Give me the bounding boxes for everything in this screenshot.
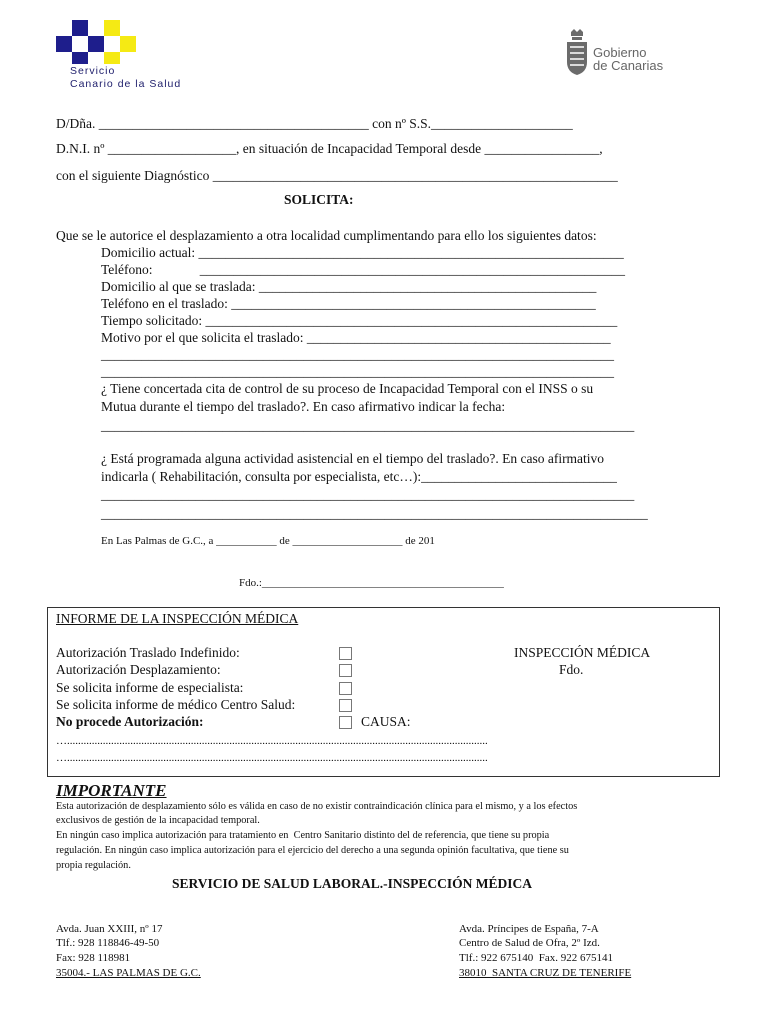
checkbox-health-center-report[interactable] bbox=[339, 699, 352, 712]
option-health-center-report: Se solicita informe de médico Centro Salud: bbox=[56, 697, 296, 712]
inspection-signature-title: INSPECCIÓN MÉDICA bbox=[514, 645, 651, 660]
coat-of-arms-icon bbox=[565, 28, 589, 76]
option-specialist-report: Se solicita informe de especialista: bbox=[56, 680, 244, 695]
option-displacement: Autorización Desplazamiento: bbox=[56, 662, 221, 677]
request-intro: Que se le autorice el desplazamiento a otra localidad cumplimentando para ello los siguientes datos: bbox=[56, 228, 597, 243]
dni-line[interactable]: D.N.I. nº ___________________, en situación de Incapacidad Temporal desde _________________, bbox=[56, 141, 603, 156]
field-destination-phone[interactable]: Teléfono en el traslado: ______________________________________________________ bbox=[101, 296, 596, 311]
service-footer-title: SERVICIO DE SALUD LABORAL.-INSPECCIÓN MÉDICA bbox=[172, 876, 532, 891]
address-lp-line: Tlf.: 928 118846-49-50 bbox=[56, 937, 160, 949]
field-destination-address[interactable]: Domicilio al que se traslada: __________________________________________________ bbox=[101, 279, 597, 294]
logo-square-blue-3 bbox=[88, 36, 104, 52]
option-indefinite-transfer: Autorización Traslado Indefinido: bbox=[56, 645, 240, 660]
ssc-logo bbox=[56, 18, 196, 90]
field-time-requested[interactable]: Tiempo solicitado: _____________________________________________________________ bbox=[101, 313, 618, 328]
ssc-name-line2: Canario de la Salud bbox=[70, 78, 182, 90]
causa-dotted-line[interactable]: …......................................................................................................................................................... bbox=[56, 735, 488, 747]
important-text-line: Esta autorización de desplazamiento sólo es válida en caso de no existir contraindicación clínica para el mismo, y a los efectos bbox=[56, 801, 578, 812]
question-2-line2[interactable]: indicarla ( Rehabilitación, consulta por especialista, etc…):_____________________________ bbox=[101, 469, 617, 484]
logo-square-yellow-2 bbox=[120, 36, 136, 52]
address-tf-city: 38010 SANTA CRUZ DE TENERIFE bbox=[459, 967, 632, 979]
field-current-address[interactable]: Domicilio actual: _______________________________________________________________ bbox=[101, 245, 624, 260]
address-tf-line: Centro de Salud de Ofra, 2º Izd. bbox=[459, 937, 600, 949]
logo-square-blue-2 bbox=[56, 36, 72, 52]
gob-name-line1: Gobierno bbox=[593, 45, 647, 60]
option-not-authorized: No procede Autorización: bbox=[56, 714, 204, 729]
place-date-line[interactable]: En Las Palmas de G.C., a ___________ de ____________________ de 201 bbox=[101, 535, 435, 547]
logo-square-blue-4 bbox=[72, 52, 88, 64]
checkbox-displacement[interactable] bbox=[339, 664, 352, 677]
logo-square-blue-1 bbox=[72, 20, 88, 36]
question-2-answer[interactable]: _________________________________________________________________________________ bbox=[101, 506, 648, 521]
solicita-heading: SOLICITA: bbox=[284, 192, 354, 207]
gob-name-line2: de Canarias bbox=[593, 58, 664, 73]
address-tf-line: Tlf.: 922 675140 Fax. 922 675141 bbox=[459, 952, 613, 964]
causa-label: CAUSA: bbox=[361, 714, 411, 729]
address-lp-line: Avda. Juan XXIII, nº 17 bbox=[56, 923, 163, 935]
ssc-logo-mark bbox=[56, 18, 136, 64]
causa-dotted-line[interactable]: …......................................................................................................................................................... bbox=[56, 752, 488, 764]
question-2-answer[interactable]: _______________________________________________________________________________ bbox=[101, 487, 635, 502]
logo-square-yellow-3 bbox=[104, 52, 120, 64]
field-phone[interactable]: Teléfono: _______________________________________________________________ bbox=[101, 262, 626, 277]
question-1-answer[interactable]: _______________________________________________________________________________ bbox=[101, 418, 635, 433]
blank-line[interactable]: ____________________________________________________________________________ bbox=[101, 347, 614, 362]
checkbox-indefinite-transfer[interactable] bbox=[339, 647, 352, 660]
question-1-line2: Mutua durante el tiempo del traslado?. En caso afirmativo indicar la fecha: bbox=[101, 399, 506, 414]
important-text-line: En ningún caso implica autorización para tratamiento en Centro Sanitario distinto del de referencia, que tiene su propia bbox=[56, 830, 550, 841]
question-2-line1: ¿ Está programada alguna actividad asistencial en el tiempo del traslado?. En caso afirmativo bbox=[101, 451, 605, 466]
address-lp-line: Fax: 928 118981 bbox=[56, 952, 131, 964]
applicant-name-line[interactable]: D/Dña. ________________________________________ con nº S.S._____________________ bbox=[56, 116, 573, 131]
blank-line[interactable]: ____________________________________________________________________________ bbox=[101, 364, 614, 379]
question-1-line1: ¿ Tiene concertada cita de control de su proceso de Incapacidad Temporal con el INSS o su bbox=[101, 381, 594, 396]
diagnosis-line[interactable]: con el siguiente Diagnóstico ____________________________________________________________ bbox=[56, 168, 618, 183]
field-reason[interactable]: Motivo por el que solicita el traslado: _____________________________________________ bbox=[101, 330, 611, 345]
address-tf-line: Avda. Príncipes de España, 7-A bbox=[459, 923, 599, 935]
important-text-line: regulación. En ningún caso implica autorización para el ejercicio del derecho a una segunda opinión facultativa, que tiene su bbox=[56, 845, 569, 856]
inspection-title: INFORME DE LA INSPECCIÓN MÉDICA bbox=[56, 611, 299, 626]
address-lp-city: 35004.- LAS PALMAS DE G.C. bbox=[56, 967, 201, 979]
signature-line[interactable]: Fdo.:____________________________________________ bbox=[239, 577, 504, 589]
inspection-signature-fdo: Fdo. bbox=[559, 662, 584, 677]
important-heading: IMPORTANTE bbox=[56, 781, 167, 800]
important-text-line: propia regulación. bbox=[56, 860, 131, 871]
important-text-line: exclusivos de gestión de la incapacidad temporal. bbox=[56, 815, 260, 826]
checkbox-not-authorized[interactable] bbox=[339, 716, 352, 729]
gobierno-canarias-logo bbox=[565, 28, 675, 78]
checkbox-specialist-report[interactable] bbox=[339, 682, 352, 695]
logo-square-yellow-1 bbox=[104, 20, 120, 36]
ssc-name-line1: Servicio bbox=[70, 65, 116, 77]
